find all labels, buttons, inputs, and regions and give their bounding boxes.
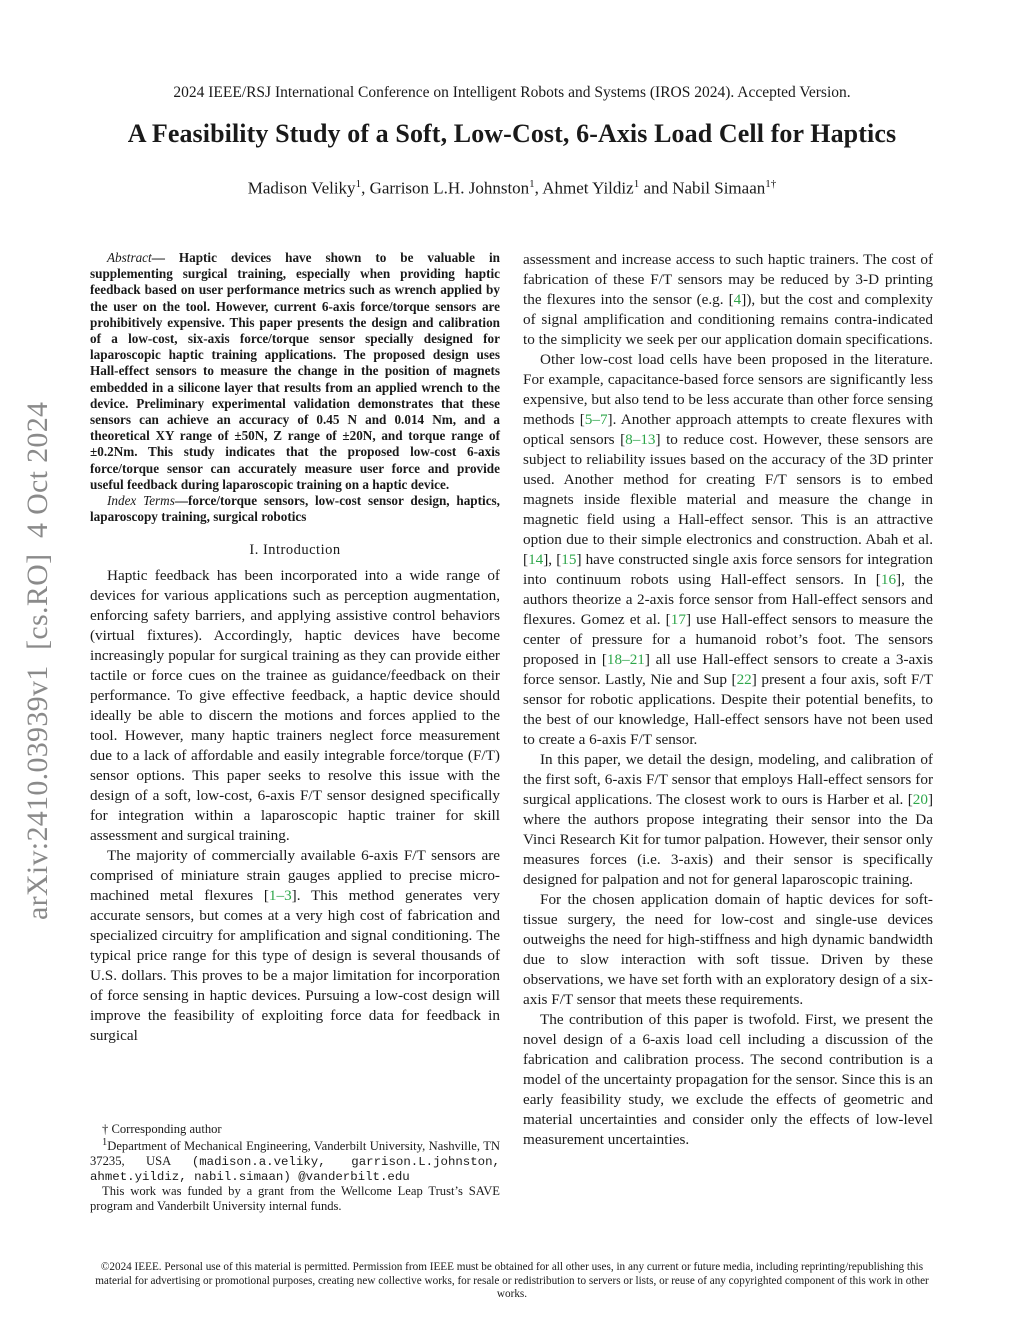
citation-link[interactable]: 16 (880, 571, 897, 588)
citation-link[interactable]: 18–21 (606, 651, 645, 668)
intro-paragraph-2 (90, 846, 500, 1046)
text-run: In this paper, we detail the design, modeling, and calibration of the first soft, 6-axis F/T sensor that employs Hall-effect sensors for surgical applications. The closest work to ours is Harber et al. [ (523, 751, 933, 808)
index-terms (90, 493, 500, 525)
citation-link[interactable]: 15 (561, 551, 577, 568)
abstract-text: Haptic devices have shown to be valuable in supplementing surgical training, especially when providing haptic feedback based on user performance metrics such as wrench applied by the user on the tool. However, current 6-axis force/torque sensors are prohibitively expensive. This paper presents the design and calibration of a low-cost, six-axis force/torque sensor specially designed for laparoscopic haptic training applications. The proposed design uses Hall-effect sensors to measure the change in the position of magnets embedded in a silicone layer that results from an applied wrench to the device. Preliminary experimental validation demonstrates that these sensors can achieve an accuracy of 0.45 N and 0.014 Nm, and a theoretical XY range of ±50N, Z range of ±20N, and torque range of ±0.2Nm. This study indicates that the proposed low-cost 6-axis force/torque sensor can accurately measure user force and provide useful feedback during laparoscopic training on a haptic device. (90, 250, 500, 492)
author-name: Garrison L.H. Johnston (369, 178, 530, 198)
text-run: ]), but the cost and complexity of signal amplification and conditioning remains contra-indicated to the simplicity we seek per our application domain specifications. (523, 291, 933, 348)
right-column (523, 250, 933, 1150)
text-run: ] all use Hall-effect sensors to create a 3-axis force sensor. Lastly, Nie and Sup [ (523, 651, 933, 688)
text-run: Other low-cost load cells have been proposed in the literature. For example, capacitance-based force sensors are significantly less expensive, but also tend to be less accurate than other force sensing methods [ (523, 351, 933, 428)
index-terms-dash: — (174, 493, 189, 509)
author-separator: , (361, 178, 370, 198)
citation-link[interactable]: 22 (736, 671, 752, 688)
right-paragraph-3 (523, 750, 933, 890)
citation-link[interactable]: 1–3 (268, 887, 292, 905)
author-mark: 1† (765, 178, 777, 190)
text-run: ], [ (543, 551, 562, 568)
paper-title: A Feasibility Study of a Soft, Low-Cost, 6-Axis Load Cell for Haptics (127, 119, 897, 148)
author-name: Madison Veliky (247, 178, 356, 198)
author-name: Ahmet Yildiz (542, 178, 634, 198)
author-emails: (madison.a.veliky, garrison.L.johnston, ahmet.yildiz, nabil.simaan) @vanderbilt.edu (90, 1154, 500, 1185)
text-run: ] have constructed single axis force sensors for integration into continuum robots using Hall-effect sensors. In [ (523, 551, 933, 588)
index-terms-text: force/torque sensors, low-cost sensor design, haptics, laparoscopy training, surgical robotics (90, 493, 500, 525)
citation-link[interactable]: 5–7 (584, 411, 608, 428)
footnote-affiliation (90, 1136, 500, 1184)
text-run: ] present a four axis, soft F/T sensor for robotic applications. Despite their potential benefits, to the best of our knowledge, Hall-effect sensors have not been used to create a 6-axis F/T sensor. (523, 671, 933, 748)
abstract-label: Abstract (107, 250, 152, 265)
affiliation-text: Department of Mechanical Engineering, Vanderbilt University, Nashville, TN 37235, USA (90, 1139, 500, 1168)
text-run: assessment and increase access to such haptic trainers. The cost of fabrication of these F/T sensors may be reduced by 3-D printing the flexures into the sensor (e.g. [ (523, 251, 933, 308)
section-heading-introduction: I. Introduction (249, 542, 341, 559)
right-paragraph-1 (523, 250, 933, 350)
author-mark: 1 (355, 178, 362, 190)
citation-link[interactable]: 20 (912, 791, 928, 808)
author-mark: 1 (529, 178, 535, 190)
citation-link[interactable]: 14 (528, 551, 544, 568)
abstract (90, 250, 500, 493)
text-run: ] where the authors propose integrating their sensor into the Da Vinci Research Kit for tumor palpation. However, their sensor only measures forces (i.e. 3-axis) and their sensor is specifically designed for palpation and not for general laparoscopic training. (523, 791, 933, 888)
intro-paragraph-1: Haptic feedback has been incorporated into a wide range of devices for various applications such as perception augmentation, enforcing safety barriers, and applying assistive control behaviors (virtual fixtures). Accordingly, haptic devices have become increasingly popular for surgical training as they can provide either tactile or force cues on the trainee as guidance/feedback on their performance. To give effective feedback, a haptic device should ideally be able to discern the motions and forces applied to the tool. However, many haptic trainers neglect force measurement due to a lack of affordable and easily integrable force/torque (F/T) sensor options. This paper seeks to resolve this issue with the design of a soft, low-cost, 6-axis F/T sensor designed specifically for integration within a laparoscopic haptic trainer for skill assessment and surgical training. (90, 567, 500, 845)
index-terms-label: Index Terms (107, 493, 175, 509)
text-run: ] to reduce cost. However, these sensors are subject to reliability issues based on the accuracy of the 3D printer used. Another method for creating F/T sensors is to embed magnets inside flexible material and measure the change in magnetic field using a Hall-effect sensor. This is an attractive option due to their simple electronics and construction. Abah et al. [ (523, 431, 933, 568)
affiliation-mark: 1 (102, 1137, 108, 1149)
copyright-notice: ©2024 IEEE. Personal use of this material is permitted. Permission from IEEE must be obtained for all other uses, in any current or future media, including reprinting/republishing this material for advertising or promotional purposes, creating new collective works, for resale or redistribution to servers or lists, or reuse of any copyrighted component of this work in other works. (95, 1261, 929, 1300)
conference-line: 2024 IEEE/RSJ International Conference on Intelligent Robots and Systems (IROS 2024). Accepted Version. (173, 84, 851, 101)
abstract-dash: — (151, 250, 165, 265)
left-column (90, 250, 500, 1046)
right-paragraph-5: The contribution of this paper is twofold. First, we present the novel design of a 6-axis load cell including a discussion of the fabrication and calibration process. The second contribution is a model of the uncertainty propagation for the sensor. Since this is an early feasibility study, we exclude the effects of geometric and material uncertainties and consider only the effects of low-level measurement uncertainties. (523, 1011, 933, 1148)
author-mark: 1 (633, 178, 640, 190)
footnotes (90, 1122, 500, 1213)
citation-link[interactable]: 8–13 (625, 431, 656, 448)
text-run: ] use Hall-effect sensors to measure the center of pressure for a humanoid robot’s foot. The sensors proposed in [ (523, 611, 934, 668)
text-run: The majority of commercially available 6-axis F/T sensors are comprised of miniature strain gauges applied to precise micro-machined metal flexures [ (90, 847, 500, 905)
text-run: ], the authors theorize a 2-axis force sensor from Hall-effect sensors and flexures. Gomez et al. [ (523, 571, 933, 628)
text-run: ]. This method generates very accurate sensors, but comes at a very high cost of fabrication and specialized circuitry for amplification and signal conditioning. The typical price range for this type of design is several thousands of U.S. dollars. This proves to be a major limitation for incorporation of force sensing in haptic devices. Pursuing a low-cost design will improve the feasibility of exploiting force data for feedback in surgical (90, 887, 500, 1045)
author-separator: and (639, 178, 673, 198)
footnote-corresponding: † Corresponding author (102, 1122, 222, 1136)
footnote-funding: This work was funded by a grant from the Wellcome Leap Trust’s SAVE program and Vanderbilt University internal funds. (90, 1184, 500, 1213)
author-separator: , (534, 178, 543, 198)
author-list (0, 178, 1024, 199)
arxiv-sidebar-stamp: arXiv:2410.03939v1 [cs.RO] 4 Oct 2024 (21, 401, 54, 920)
citation-link[interactable]: 17 (670, 611, 686, 628)
citation-link[interactable]: 4 (733, 291, 742, 308)
author-name: Nabil Simaan (672, 178, 766, 198)
right-paragraph-2 (523, 350, 933, 750)
right-paragraph-4: For the chosen application domain of haptic devices for soft-tissue surgery, the need for low-cost and single-use devices outweighs the need for high-stiffness and high dynamic bandwidth due to slow interaction with soft tissue. Driven by these observations, we have set forth with an exploratory design of a six-axis F/T sensor that meets these requirements. (523, 891, 933, 1008)
text-run: ]. Another approach attempts to create flexures with optical sensors [ (523, 411, 933, 448)
